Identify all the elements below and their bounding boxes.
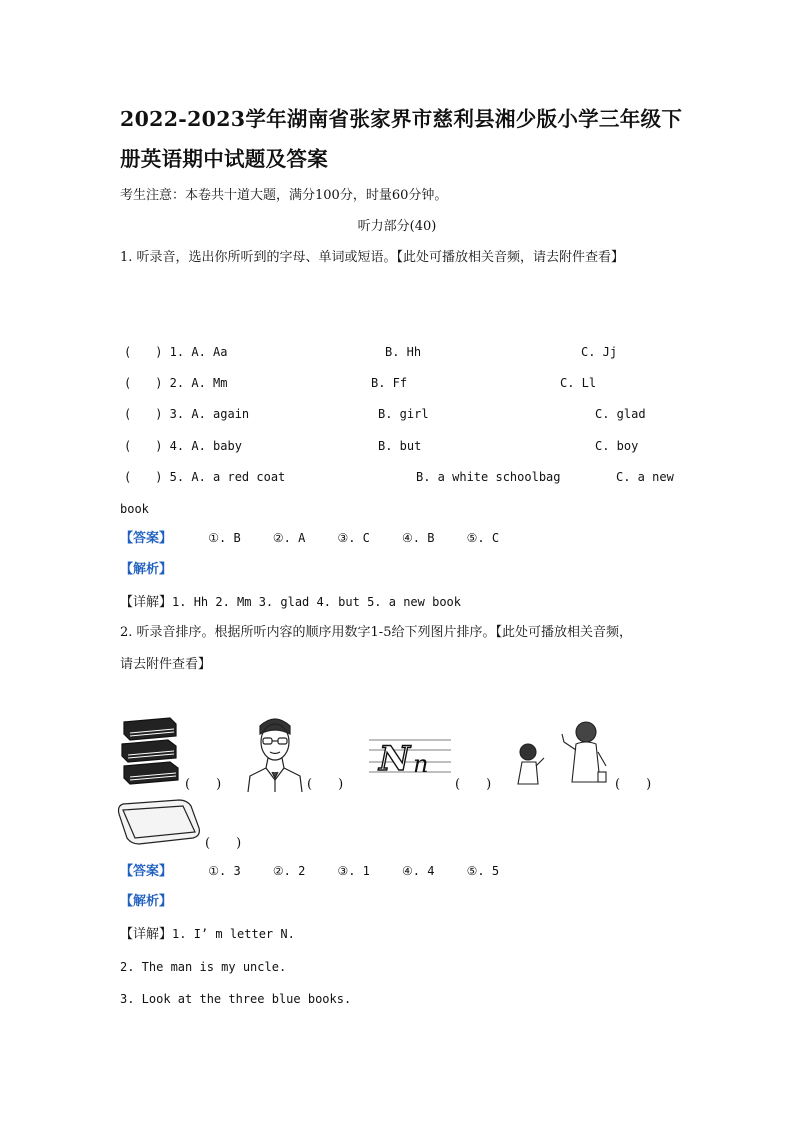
q2-detail-2: 2. The man is my uncle. (120, 960, 287, 974)
q1-analysis-label: 【解析】 (120, 562, 173, 577)
q1-item-2-a: ( ) 2. A. Mm (124, 376, 228, 390)
q1-item-5-b: B. a white schoolbag (416, 470, 561, 484)
q1-answer-label: 【答案】 (120, 531, 173, 546)
q2-prompt-line1: 2. 听录音排序。根据所听内容的顺序用数字1-5给下列图片排序。【此处可播放相关音频， (120, 625, 632, 640)
q2-detail-row-1 (120, 925, 295, 944)
q1-item-3-a: ( ) 3. A. again (124, 407, 250, 421)
q2-answer-label: 【答案】 (120, 864, 173, 879)
q1-item-3-b: B. girl (378, 407, 429, 421)
q2-answer-4: ④. 4 (402, 864, 435, 878)
letter-n-lower: n (413, 750, 429, 778)
q2-paren-5: ( ) (205, 836, 242, 851)
q1-answer-4: ④. B (402, 531, 435, 545)
q1-item-3-c: C. glad (595, 407, 646, 421)
q1-answer-row (120, 529, 499, 548)
q1-detail-label: 【详解】 (120, 595, 173, 610)
q2-analysis-label: 【解析】 (120, 894, 173, 909)
stack-of-books-icon (118, 716, 182, 788)
q1-item-1-b: B. Hh (385, 345, 422, 359)
q1-answer-2: ②. A (272, 531, 306, 545)
q1-detail-text: 1. Hh 2. Mm 3. glad 4. but 5. a new book (172, 595, 461, 609)
q1-answer-5: ⑤. C (466, 531, 500, 545)
letter-n-upper: N (379, 739, 411, 779)
exam-notice: 考生注意：本卷共十道大题，满分100分，时量60分钟。 (120, 188, 448, 203)
q2-answer-3: ③. 1 (337, 864, 370, 878)
q2-prompt-line2: 请去附件查看】 (120, 657, 212, 672)
q1-item-5-a: ( ) 5. A. a red coat (124, 470, 286, 484)
q1-item-4-a: ( ) 4. A. baby (124, 439, 242, 453)
letter-n-icon (369, 736, 451, 782)
q1-item-5-c: C. a new (616, 470, 674, 484)
q2-detail-3: 3. Look at the three blue books. (120, 992, 352, 1006)
section-heading: 听力部分(40) (357, 219, 437, 234)
document-title-line2: 册英语期中试题及答案 (120, 147, 328, 171)
q2-paren-3: ( ) (455, 777, 492, 792)
boy-and-woman-icon (514, 718, 612, 790)
q1-item-2-c: C. Ll (560, 376, 597, 390)
q2-paren-1: ( ) (185, 777, 222, 792)
q1-item-4-b: B. but (378, 439, 422, 453)
q2-answer-row (120, 862, 499, 881)
q1-item-2-b: B. Ff (371, 376, 408, 390)
q2-answer-1: ①. 3 (208, 864, 241, 878)
q1-item-1-a: ( ) 1. A. Aa (124, 345, 228, 359)
pencil-box-icon (117, 798, 203, 846)
q2-answer-5: ⑤. 5 (466, 864, 500, 878)
man-portrait-icon (244, 712, 306, 792)
q1-detail-row (120, 593, 461, 612)
q1-item-5-wrap: book (120, 502, 149, 516)
q2-detail-label: 【详解】 (120, 927, 173, 942)
q1-item-1-c: C. Jj (581, 345, 618, 359)
q1-answer-3: ③. C (337, 531, 370, 545)
q2-paren-4: ( ) (615, 777, 652, 792)
q2-paren-2: ( ) (307, 777, 344, 792)
q1-prompt: 1. 听录音，选出你所听到的字母、单词或短语。【此处可播放相关音频，请去附件查看】 (120, 250, 625, 265)
q2-answer-2: ②. 2 (272, 864, 306, 878)
document-title-line1: 2022-2023学年湖南省张家界市慈利县湘少版小学三年级下 (120, 107, 683, 131)
q1-item-4-c: C. boy (595, 439, 639, 453)
q1-answer-1: ①. B (208, 531, 241, 545)
q2-detail-1: 1. I’ m letter N. (172, 927, 295, 941)
